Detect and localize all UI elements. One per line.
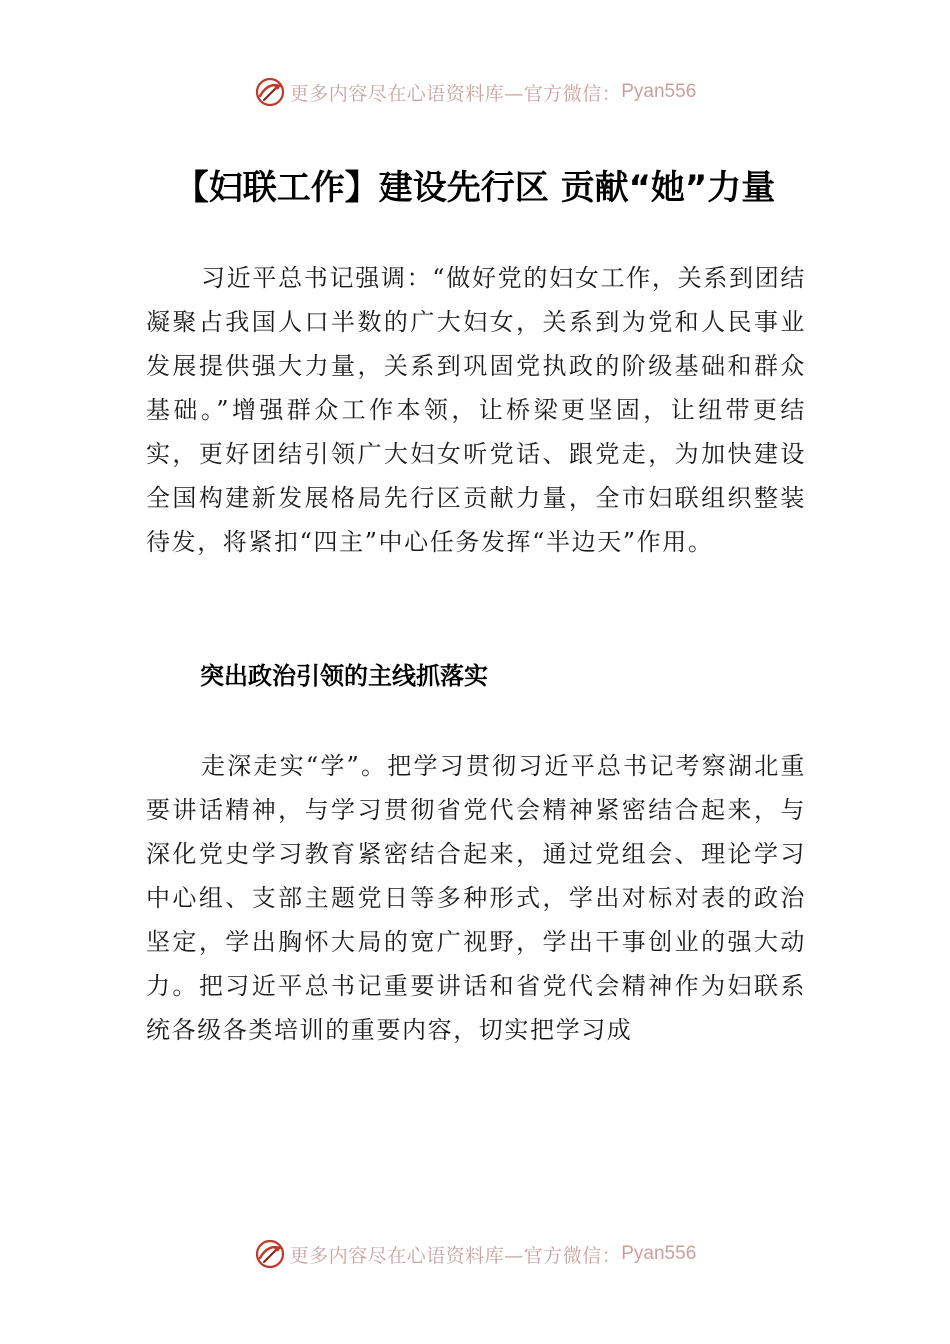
page-title: 【妇联工作】建设先行区 贡献“她”力量 [174,168,776,208]
section-heading: 突出政治引领的主线抓落实 [200,662,488,690]
footer-watermark [0,1234,950,1274]
watermark-text: 更多内容尽在心语资料库—官方微信： [289,82,622,105]
header-watermark [0,72,950,112]
paragraph-study: 走深走实“学”。把学习贯彻习近平总书记考察湖北重要讲话精神，与学习贯彻省党代会精神紧密结合起来，与深化党史学习教育紧密结合起来，通过党组会、理论学习中心组、支部主题党日等多种形式，学出对标对表的政治坚定，学出胸怀大局的宽广视野，学出干事创业的强大动力。把习近平总书记重要讲话和省党代会精神作为妇联系统各级各类培训的重要内容，切实把学习成 [146,752,806,1044]
watermark-id: Pyan556 [621,81,697,102]
logo-icon [254,76,286,108]
logo-icon [254,1238,286,1270]
paragraph-intro: 习近平总书记强调：“做好党的妇女工作，关系到团结凝聚占我国人口半数的广大妇女，关系到为党和人民事业发展提供强大力量，关系到巩固党执政的阶级基础和群众基础。”增强群众工作本领，让桥梁更坚固，让纽带更结实，更好团结引领广大妇女听党话、跟党走，为加快建设全国构建新发展格局先行区贡献力量，全市妇联组织整装待发，将紧扣“四主”中心任务发挥“半边天”作用。 [146,264,806,556]
watermark-id: Pyan556 [621,1243,697,1264]
watermark-text: 更多内容尽在心语资料库—官方微信： [289,1244,622,1267]
